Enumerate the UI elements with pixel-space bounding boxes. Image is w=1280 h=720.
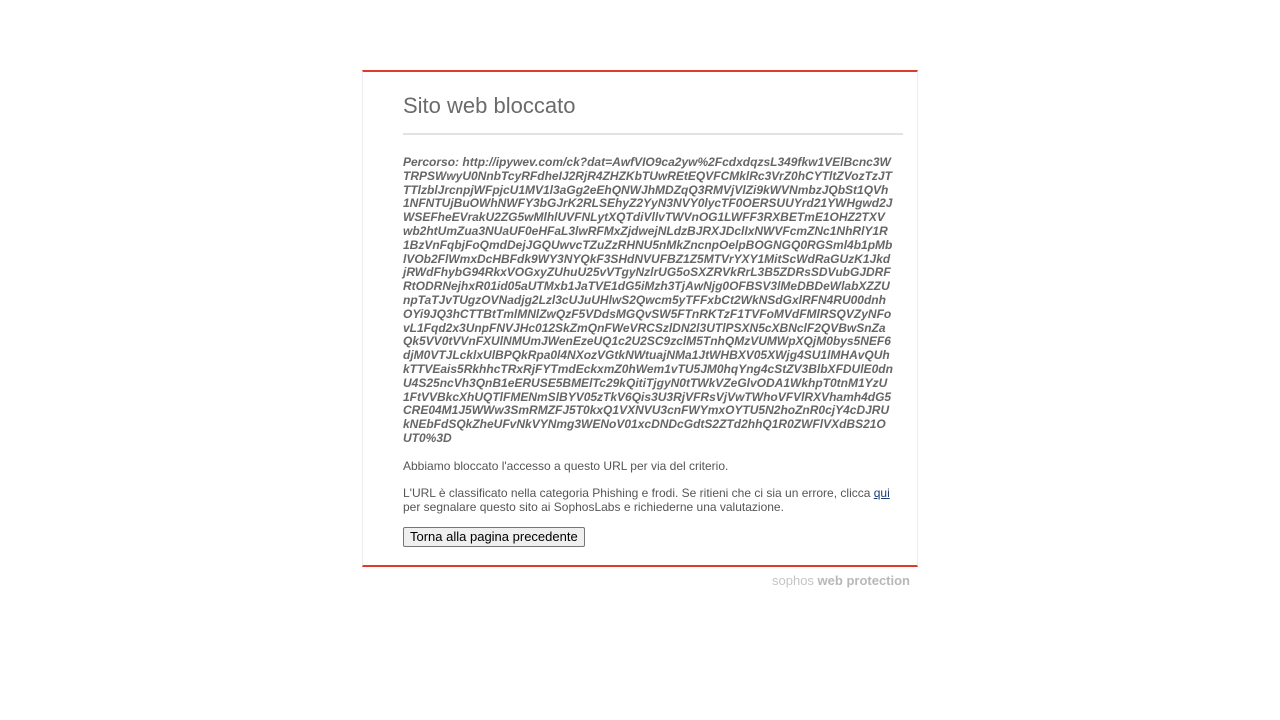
blocked-page-card xyxy=(362,70,918,567)
blocked-path xyxy=(403,156,893,446)
footer-brand xyxy=(362,573,918,588)
category-message xyxy=(403,486,893,514)
report-link[interactable]: qui xyxy=(873,485,890,500)
page-wrapper xyxy=(362,70,918,588)
path-url: http://ipywev.com/ck?dat=AwfVIO9ca2yw%2FcdxdqzsL349fkw1VElBcnc3WTRPSWwyU0NnbTcyRFdheIJ2RjR4ZHZKbTUwREtEQVFCMklRc3VrZ0hCYTltZVozTzJTTTlzblJrcnpjWFpjcU1MV1l3aGg2eEhQNWJhMDZqQ3RMVjVlZi9kWVNmbzJQbSt1QVh1NFNTUjBuOWhNWFY3bGJrK2RLSEhyZ2YyN3NVY0lycTF0OERSUUYrd21YWHgwd2JWSEFheEVrakU2ZG5wMlhlUVFNLytXQTdiVllvTWVnOG1LWFF3RXBETmE1OHZ2TXVwb2htUmZua3NUaUF0eHFaL3lwRFMxZjdwejNLdzBJRXJDclIxNWVFcmZNc1NhRlY1R1BzVnFqbjFoQmdDejJGQUwvcTZuZzRHNU5nMkZncnpOelpBOGNGQ0RGSml4b1pMblVOb2FlWmxDcHBFdk9WY3NYQkF3SHdNVUFBZ1Z5MTVrYXY1MitScWdRaGUzK1JkdjRWdFhybG94RkxVOGxyZUhuU25vVTgyNzlrUG5oSXZRVkRrL3B5ZDRsSDVubGJDRFRtODRNejhxR01id05aUTMxb1JaTVE1dG5iMzh3TjAwNjg0OFBSV3lMeDBDeWlabXZZUnpTaTJvTUgzOVNadjg2Lzl3cUJuUHlwS2Qwcm5yTFFxbCt2WkNSdGxlRFN4RU00dnhOYi9JQ3hCTTBtTmlMNlZwQzF5VDdsMGQvSW5FTnRKTzF1TVFoMVdFMlRSQVZyNFovL1Fqd2x3UnpFNVJHc012SkZmQnFWeVRCSzlDN2l3UTlPSXN5cXBNclF2QVBwSnZaQk5VV0tVVnFXUlNMUmJWenEzeUQ1c2U2SC9zclM5TnhQMzVUMWpXQjM0bys5NEF6djM0VTJLcklxUlBPQkRpa0l4NXozVGtkNWtuajNMa1JtWHBXV05XWjg4SU1lMHAvQUhkTTVEais5RkhhcTRxRjFYTmdEckxmZ0hWem1vTU5JM0hqYng4cStZV3BlbXFDUlE0dnU4S25ncVh3QnB1eERUSE5BMElTc29kQitiTjgyN0tTWkVZeGlvODA1WkhpT0tnM1YzU1FtVVBkcXhUQTlFMENmSlBYV05zTkV6Qis3U3RjVFRsVjVwTWhoVFVlRXVhamh4dG5CRE04M1J5WWw3SmRMZFJ5T0kxQ1VXNVU3cnFWYmxOYTU5N2hoZnR0cjY4cDJRUkNEbFdSQkZheUFvNkVYNmg3WENoV01xcDNDcGdtS2ZTd2hhQ1R0ZWFlVXdBS21OUT0%3D xyxy=(403,155,893,445)
brand-bold: web protection xyxy=(817,573,910,588)
category-message-text-end: per segnalare questo sito ai SophosLabs e richiederne una valutazione. xyxy=(403,499,784,514)
category-message-text: L'URL è classificato nella categoria Phishing e frodi. Se ritieni che ci sia un errore, clicca xyxy=(403,485,874,500)
blocked-message: Abbiamo bloccato l'accesso a questo URL per via del criterio. xyxy=(403,458,729,473)
path-label: Percorso: xyxy=(403,155,460,169)
page-title: Sito web bloccato xyxy=(403,92,903,135)
brand-light: sophos xyxy=(772,573,814,588)
back-button[interactable]: Torna alla pagina precedente xyxy=(403,527,585,547)
